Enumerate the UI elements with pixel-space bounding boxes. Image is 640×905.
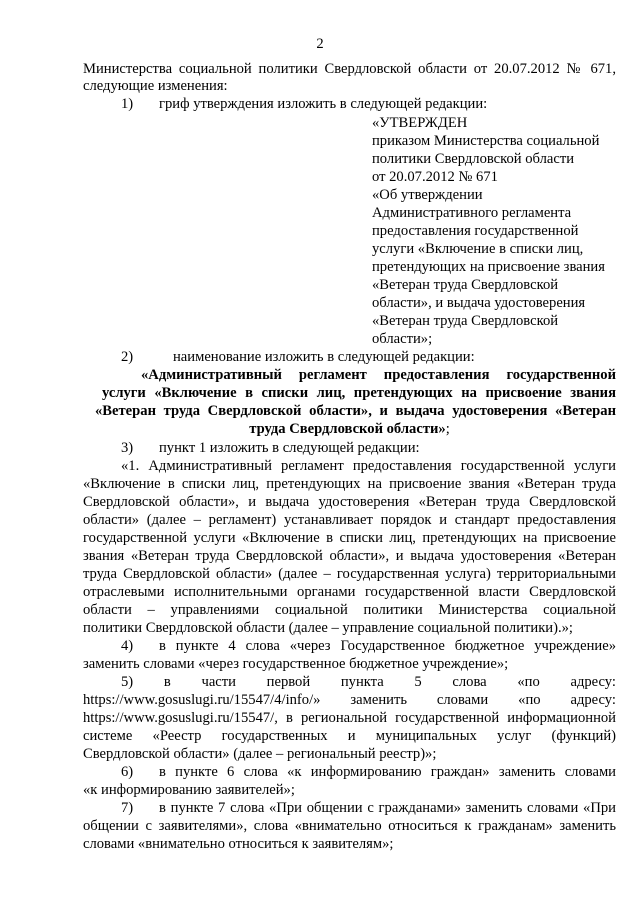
item-text: системе «Реестр государственных и муниципальных услуг (функций) xyxy=(83,728,616,744)
grif-line: области»; xyxy=(372,331,433,347)
item-text: Свердловской области» (далее – региональный реестр)»; xyxy=(83,746,437,762)
word: «по xyxy=(517,674,540,690)
title-line: услуги «Включение в списки лиц, претендующих на присвоение звания xyxy=(102,385,616,401)
paragraph-line: «1. Административный регламент предоставления государственной услуги xyxy=(121,458,616,474)
grif-line: от 20.07.2012 № 671 xyxy=(372,169,498,185)
paragraph-line: области – управлениями социальной политики Министерства социальной xyxy=(83,602,616,618)
item-number: 2) xyxy=(121,349,134,365)
word: слова xyxy=(452,674,487,690)
title-tail: ; xyxy=(445,421,450,437)
intro-line: Министерства социальной политики Свердловской области от 20.07.2012 № 671, xyxy=(83,61,616,77)
item-text: в пункте 7 слова «При общении с гражданами» заменить словами «При xyxy=(159,800,616,816)
page-number: 2 xyxy=(316,36,324,52)
item-5-line-2 xyxy=(83,692,616,709)
title-bold-part: труда Свердловской области» xyxy=(249,421,446,437)
word: «по xyxy=(518,692,541,708)
item-text: «к информированию заявителей»; xyxy=(83,782,295,798)
word: словами xyxy=(436,692,489,708)
title-line: «Административный регламент предоставления государственной xyxy=(141,367,616,383)
grif-line: «Ветеран труда Свердловской xyxy=(372,313,559,329)
item-number: 5) xyxy=(121,674,134,690)
paragraph-line: отраслевыми исполнительными органами государственной власти Свердловской xyxy=(83,584,616,600)
word: заменить xyxy=(350,692,407,708)
grif-line: «УТВЕРЖДЕН xyxy=(372,115,468,131)
paragraph-line: труда Свердловской области» (далее – государственная услуга) территориальными xyxy=(83,566,616,582)
grif-line: предоставления государственной xyxy=(372,223,579,239)
item-text: в пункте 6 слова «к информированию граждан» заменить словами xyxy=(159,764,616,780)
url: https://www.gosuslugi.ru/15547/4/info/» xyxy=(83,692,321,708)
item-text: в пункте 4 слова «через Государственное бюджетное учреждение» xyxy=(159,638,616,654)
item-number: 1) xyxy=(121,96,134,112)
item-number: 6) xyxy=(121,764,134,780)
intro-line: следующие изменения: xyxy=(83,78,228,94)
item-text: наименование изложить в следующей редакции: xyxy=(173,349,475,365)
paragraph-line: «Включение в списки лиц, претендующих на присвоение звания «Ветеран труда xyxy=(83,476,616,492)
item-text: словами «внимательно относиться к заявителям»; xyxy=(83,836,394,852)
title-line xyxy=(83,421,616,438)
grif-line: политики Свердловской области xyxy=(372,151,575,167)
word: адресу: xyxy=(570,674,616,690)
word: части xyxy=(201,674,236,690)
grif-line: области», и выдача удостоверения xyxy=(372,295,586,311)
item-text: заменить словами «через государственное бюджетное учреждение»; xyxy=(83,656,509,672)
word: первой xyxy=(266,674,311,690)
word: в xyxy=(163,674,171,690)
grif-line: «Об утверждении xyxy=(372,187,483,203)
grif-line: «Ветеран труда Свердловской xyxy=(372,277,559,293)
item-5-line-1 xyxy=(121,674,616,691)
paragraph-line: Свердловской области», и выдача удостоверения «Ветеран труда Свердловской xyxy=(83,494,616,510)
paragraph-line: государственной услуги «Включение в списки лиц, претендующих на присвоение xyxy=(83,530,616,546)
item-text: https://www.gosuslugi.ru/15547/, в региональной государственной информационной xyxy=(83,710,616,726)
item-number: 7) xyxy=(121,800,134,816)
paragraph-line: области» (далее – регламент) устанавливает порядок и стандарт предоставления xyxy=(83,512,616,528)
grif-line: претендующих на присвоение звания xyxy=(372,259,605,275)
item-number: 3) xyxy=(121,440,134,456)
word: адресу: xyxy=(570,692,616,708)
word: 5 xyxy=(414,674,422,690)
paragraph-line: политики Свердловской области (далее – управление социальной политики).»; xyxy=(83,620,573,636)
grif-line: услуги «Включение в списки лиц, xyxy=(372,241,584,257)
word: пункта xyxy=(340,674,384,690)
title-line: «Ветеран труда Свердловской области», и выдача удостоверения «Ветеран xyxy=(95,403,616,419)
item-text: пункт 1 изложить в следующей редакции: xyxy=(159,440,420,456)
item-number: 4) xyxy=(121,638,134,654)
grif-line: приказом Министерства социальной xyxy=(372,133,600,149)
item-text: общении с заявителями», слова «внимательно относиться к гражданам» заменить xyxy=(83,818,616,834)
grif-line: Административного регламента xyxy=(372,205,572,221)
paragraph-line: звания «Ветеран труда Свердловской области», и выдача удостоверения «Ветеран xyxy=(83,548,616,564)
item-text: гриф утверждения изложить в следующей редакции: xyxy=(159,96,488,112)
